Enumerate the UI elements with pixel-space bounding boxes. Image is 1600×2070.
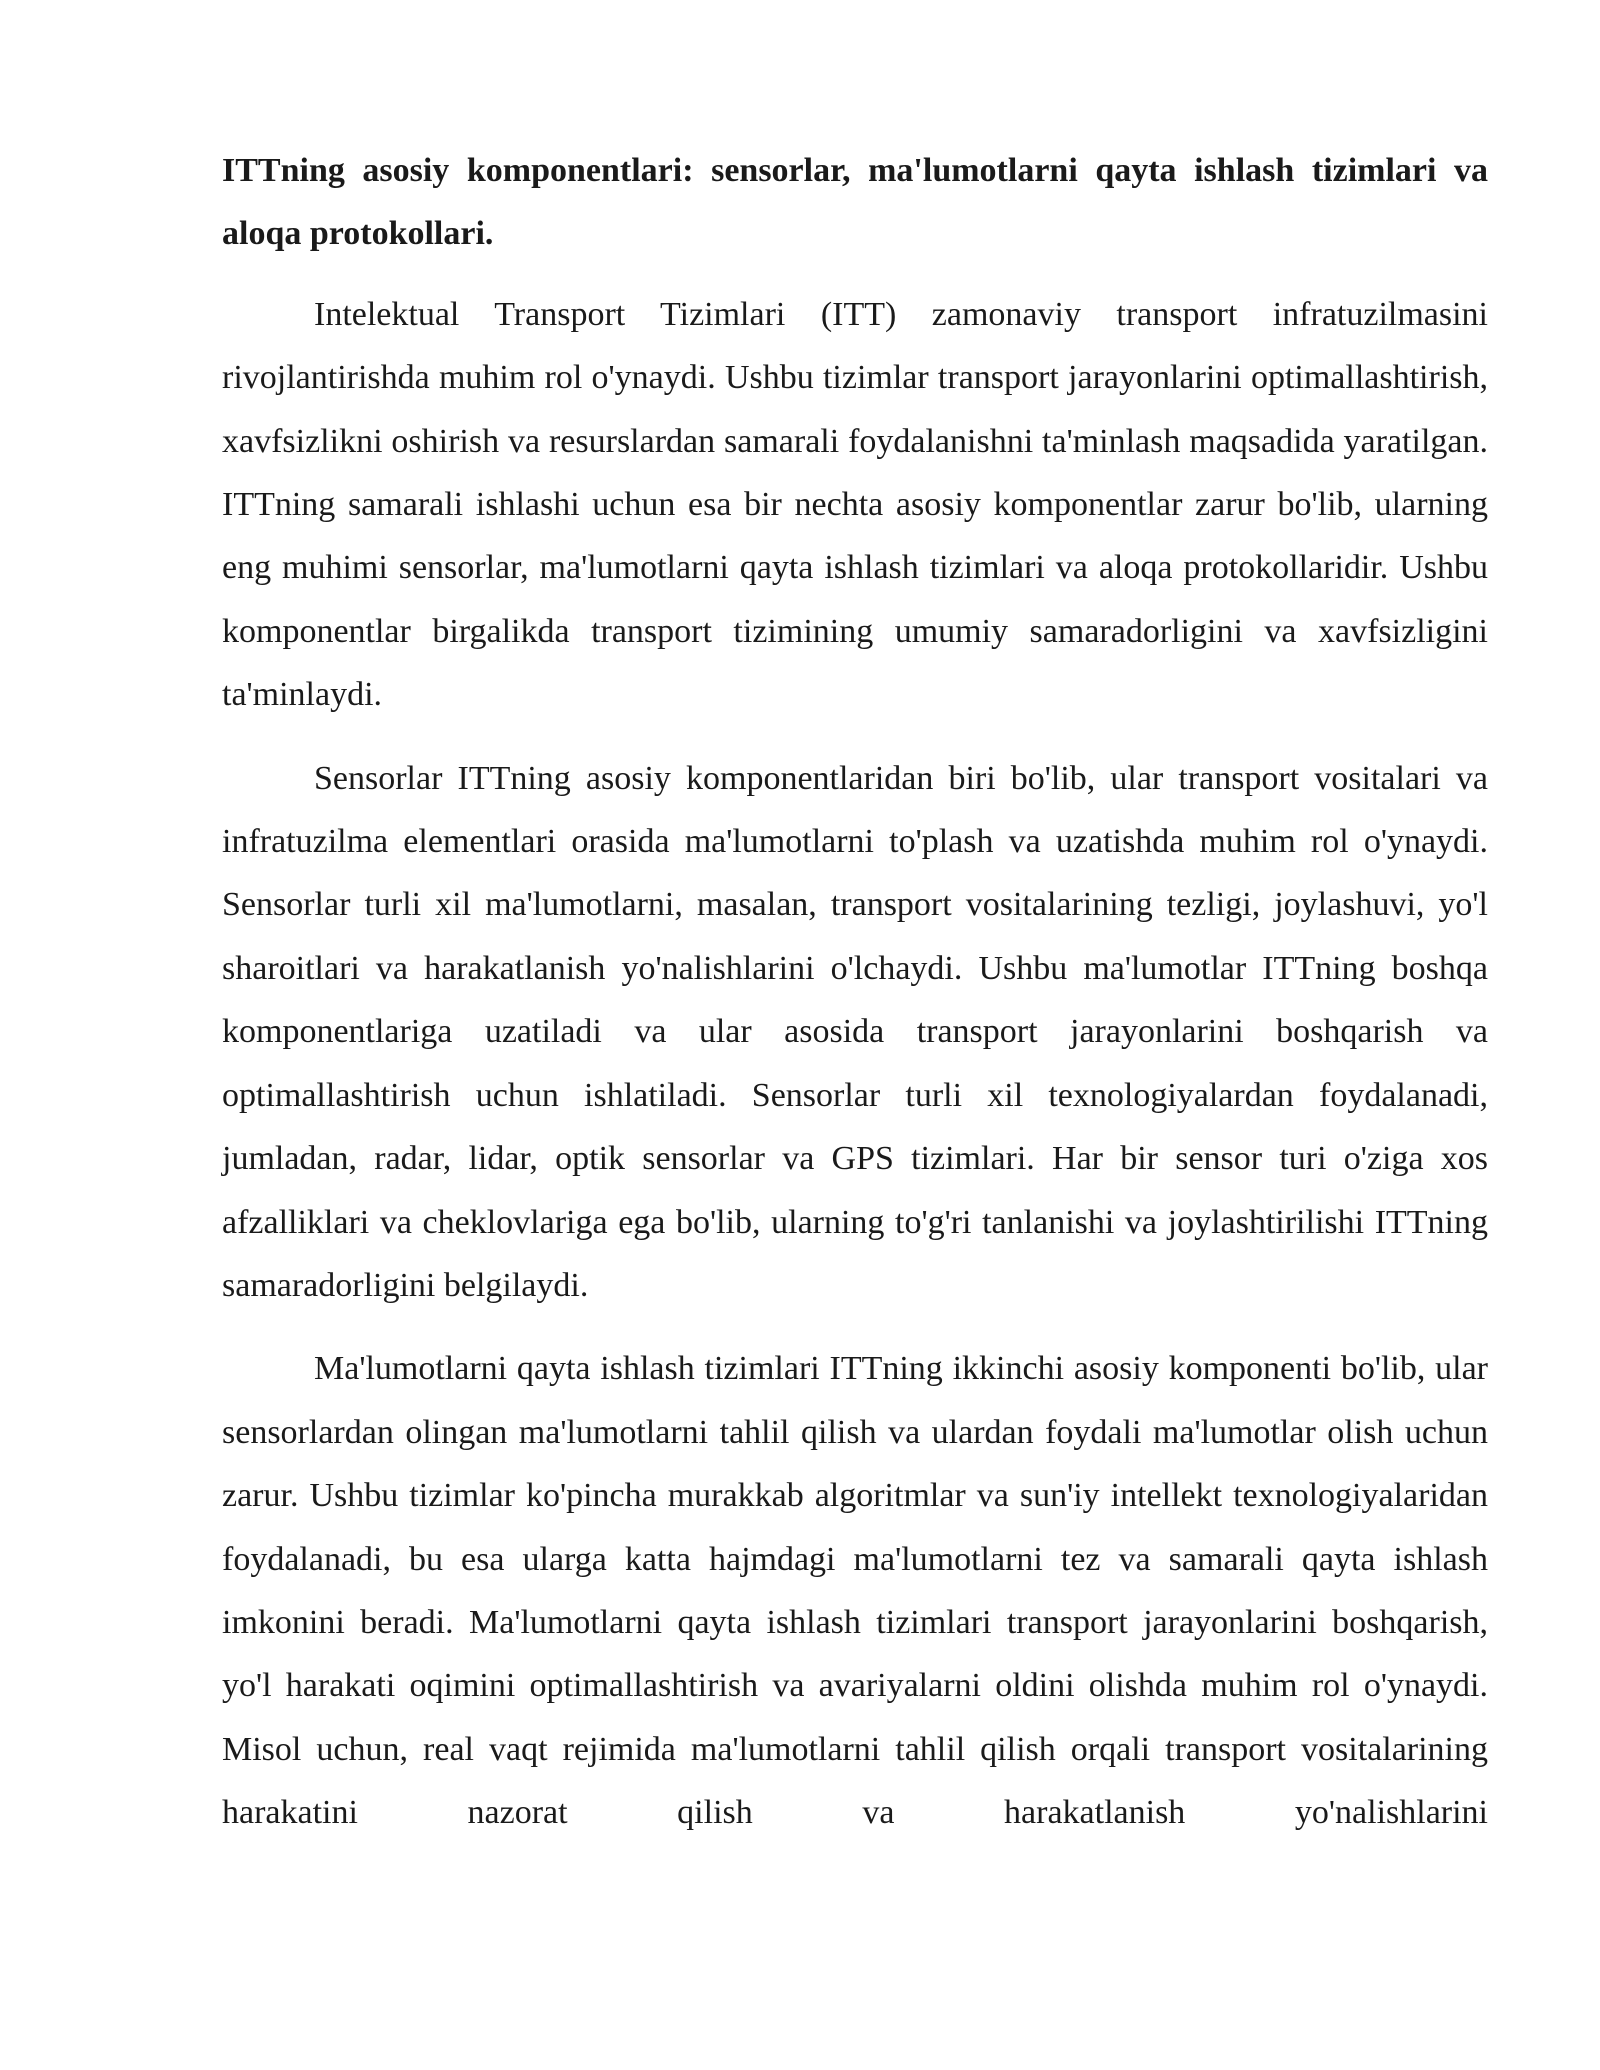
document-body (222, 139, 1488, 1865)
paragraph-sensors: Sensorlar ITTning asosiy komponentlaridan biri bo'lib, ular transport vositalari va infratuzilma elementlari orasida ma'lumotlarni to'plash va uzatishda muhim rol o'ynaydi. Sensorlar turli xil ma'lumotlarni, masalan, transport vositalarining tezligi, joylashuvi, yo'l sharoitlari va harakatlanish yo'nalishlarini o'lchaydi. Ushbu ma'lumotlar ITTning boshqa komponentlariga uzatiladi va ular asosida transport jarayonlarini boshqarish va optimallashtirish uchun ishlatiladi. Sensorlar turli xil texnologiyalardan foydalanadi, jumladan, radar, lidar, optik sensorlar va GPS tizimlari. Har bir sensor turi o'ziga xos afzalliklari va cheklovlariga ega bo'lib, ularning to'g'ri tanlanishi va joylashtirilishi ITTning samaradorligini belgilaydi. (222, 759, 1488, 1304)
paragraph-intro: Intelektual Transport Tizimlari (ITT) zamonaviy transport infratuzilmasini rivojlantirishda muhim rol o'ynaydi. Ushbu tizimlar transport jarayonlarini optimallashtirish, xavfsizlikni oshirish va resurslardan samarali foydalanishni ta'minlash maqsadida yaratilgan. ITTning samarali ishlashi uchun esa bir nechta asosiy komponentlar zarur bo'lib, ularning eng muhimi sensorlar, ma'lumotlarni qayta ishlash tizimlari va aloqa protokollaridir. Ushbu komponentlar birgalikda transport tizimining umumiy samaradorligini va xavfsizligini ta'minlaydi. (222, 295, 1488, 714)
section-heading: ITTning asosiy komponentlari: sensorlar, ma'lumotlarni qayta ishlash tizimlari va aloqa protokollari. (222, 152, 1488, 253)
paragraph-data-processing: Ma'lumotlarni qayta ishlash tizimlari ITTning ikkinchi asosiy komponenti bo'lib, ular sensorlardan olingan ma'lumotlarni tahlil qilish va ulardan foydali ma'lumotlar olish uchun zarur. Ushbu tizimlar ko'pincha murakkab algoritmlar va sun'iy intellekt texnologiyalaridan foydalanadi, bu esa ularga katta hajmdagi ma'lumotlarni tez va samarali qayta ishlash imkonini beradi. Ma'lumotlarni qayta ishlash tizimlari transport jarayonlarini boshqarish, yo'l harakati oqimini optimallashtirish va avariyalarni oldini olishda muhim rol o'ynaydi. Misol uchun, real vaqt rejimida ma'lumotlarni tahlil qilish orqali transport vositalarining harakatini nazorat qilish va harakatlanish yo'nalishlarini (222, 1350, 1488, 1832)
